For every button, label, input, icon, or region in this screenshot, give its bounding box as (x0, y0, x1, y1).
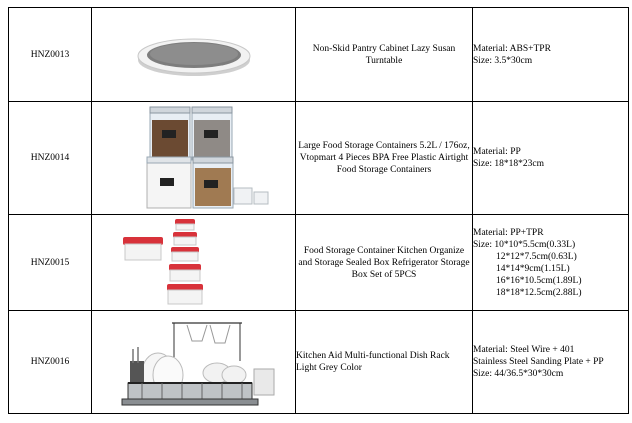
dish-rack-image (92, 311, 295, 413)
product-name: Large Food Storage Containers 5.2L / 176oz, Vtopmart 4 Pieces BPA Free Plastic Airtight Food Storage Containers (296, 102, 473, 215)
product-code: HNZ0013 (9, 8, 92, 102)
spec-line: Size: 44/36.5*30*30cm (473, 369, 564, 379)
sealed-boxes-image (92, 215, 295, 310)
spec-line: Size: 10*10*5.5cm(0.33L) (473, 239, 576, 250)
product-image-cell (92, 102, 296, 215)
spec-line: Material: PP (473, 147, 521, 157)
table-row (9, 8, 629, 102)
product-name: Food Storage Container Kitchen Organize and Storage Sealed Box Refrigerator Storage Box Set of 5PCS (296, 215, 473, 311)
spec-line: Material: Steel Wire + 401 (473, 345, 575, 355)
product-code: HNZ0015 (9, 215, 92, 311)
spec-line: Material: ABS+TPR (473, 43, 551, 54)
product-image-cell (92, 311, 296, 414)
product-spec (473, 8, 629, 102)
product-name: Non-Skid Pantry Cabinet Lazy Susan Turntable (296, 8, 473, 102)
lazy-susan-image (92, 8, 295, 101)
spec-line: Material: PP+TPR (473, 227, 544, 238)
product-image-cell (92, 8, 296, 102)
table-row (9, 102, 629, 215)
spec-line: 14*14*9cm(1.15L) (496, 263, 570, 274)
spec-line: 16*16*10.5cm(1.89L) (496, 275, 582, 286)
spec-line: Size: 3.5*30cm (473, 55, 533, 66)
product-code: HNZ0016 (9, 311, 92, 414)
spec-line: Stainless Steel Sanding Plate + PP (473, 357, 604, 367)
product-spec (473, 215, 629, 311)
product-code: HNZ0014 (9, 102, 92, 215)
product-image-cell (92, 215, 296, 311)
product-spec (473, 311, 629, 414)
product-spec (473, 102, 629, 215)
spec-line: Size: 18*18*23cm (473, 159, 544, 169)
product-name: Kitchen Aid Multi-functional Dish Rack Light Grey Color (296, 311, 473, 414)
table-row (9, 215, 629, 311)
product-table (8, 7, 629, 414)
food-containers-image (92, 102, 295, 214)
spec-line: 18*18*12.5cm(2.88L) (496, 287, 582, 298)
table-row (9, 311, 629, 414)
spec-line: 12*12*7.5cm(0.63L) (496, 251, 577, 262)
